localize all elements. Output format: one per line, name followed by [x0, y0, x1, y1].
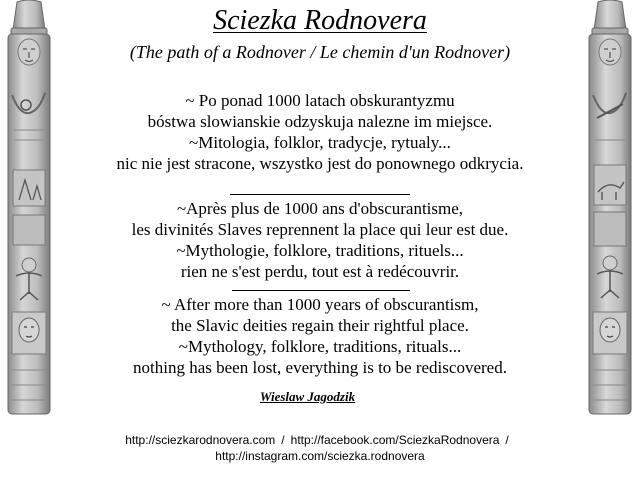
english-line: nothing has been lost, everything is to be rediscovered. [133, 358, 507, 377]
polish-paragraph [60, 90, 580, 174]
french-line: les divinités Slaves reprennent la place qui leur est due. [131, 220, 509, 239]
link-separator: / [505, 433, 509, 447]
polish-line: bóstwa slowianskie odzyskuja nalezne im miejsce. [147, 112, 493, 131]
polish-line: nic nie jest stracone, wszystko jest do ponownego odkrycia. [116, 154, 524, 173]
facebook-link[interactable]: http://facebook.com/SciezkaRodnovera [290, 433, 500, 447]
french-line: ~Mythologie, folklore, traditions, rituels... [176, 241, 464, 260]
french-line: rien ne s'est perdu, tout est à redécouvrir. [180, 262, 460, 281]
french-paragraph [60, 198, 580, 282]
instagram-link[interactable]: http://instagram.com/sciezka.rodnovera [215, 449, 425, 463]
polish-line: ~Mitologia, folklor, tradycje, rytualy... [189, 133, 451, 152]
poster-title: Sciezka Rodnovera [213, 5, 427, 36]
divider-line [230, 194, 410, 195]
author-signature: Wieslaw Jagodzik [259, 389, 356, 404]
link-separator: / [281, 433, 285, 447]
english-line: ~Mythology, folklore, traditions, rituals... [178, 337, 462, 356]
links-row [0, 432, 640, 448]
english-line: ~ After more than 1000 years of obscurantism, [161, 295, 479, 314]
english-paragraph [60, 294, 580, 378]
links-footer [0, 432, 640, 464]
poster-subtitle: (The path of a Rodnover / Le chemin d'un Rodnover) [129, 42, 511, 62]
english-line: the Slavic deities regain their rightful place. [171, 316, 469, 335]
french-line: ~Après plus de 1000 ans d'obscurantisme, [176, 199, 464, 218]
links-row [0, 448, 640, 464]
polish-line: ~ Po ponad 1000 latach obskurantyzmu [185, 91, 455, 110]
divider-line [232, 290, 410, 291]
website-link[interactable]: http://sciezkarodnovera.com [125, 433, 276, 447]
